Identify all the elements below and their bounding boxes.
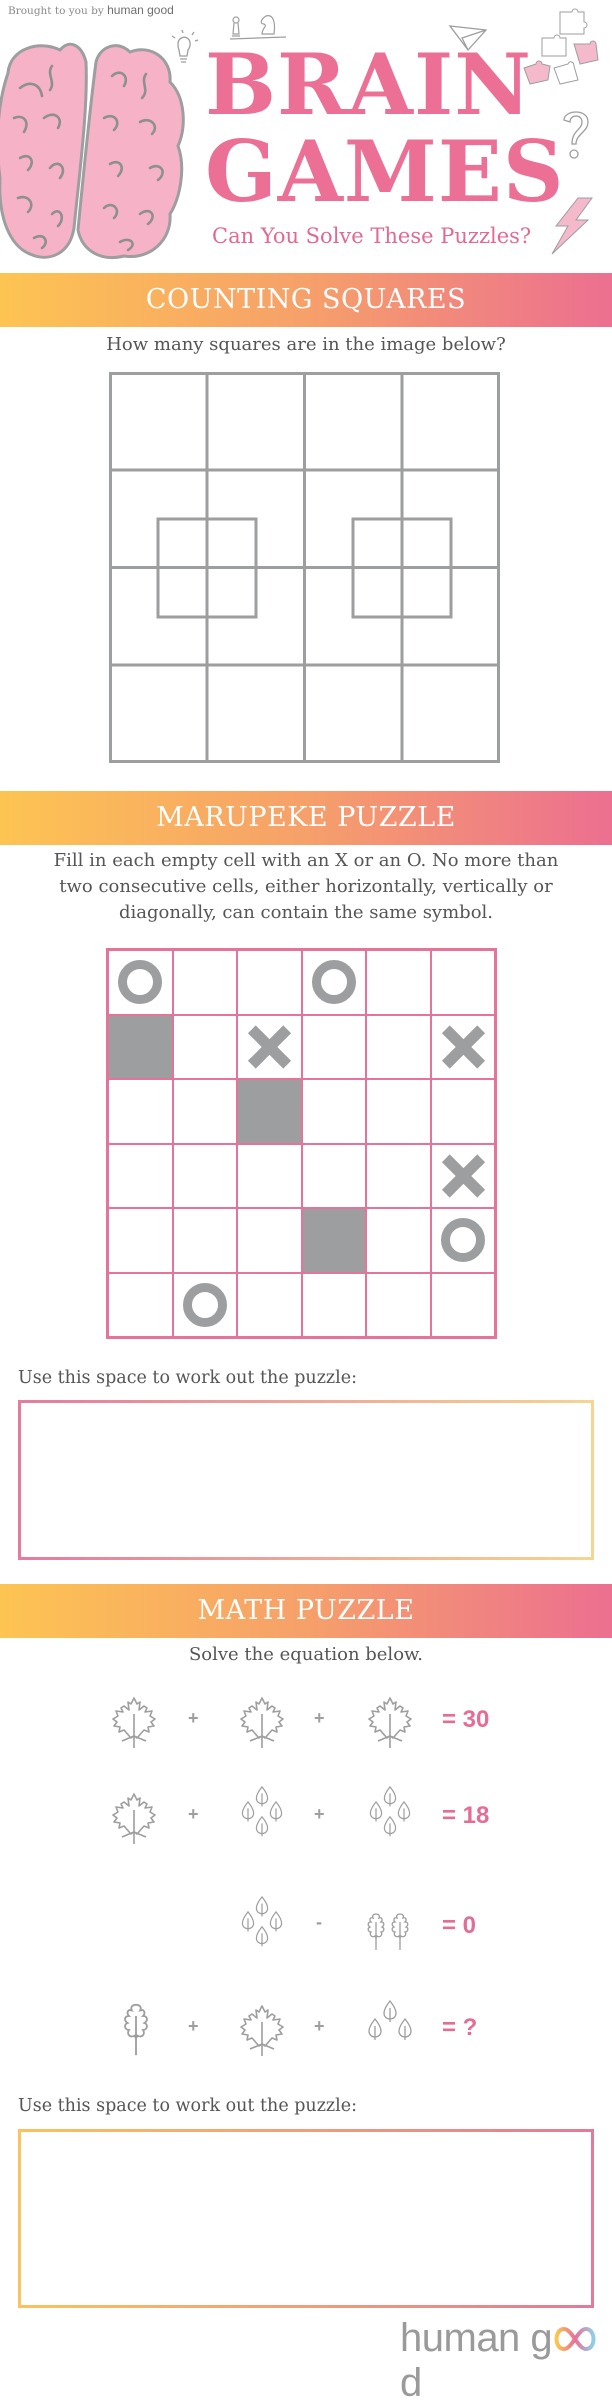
page-title-line1: BRAIN [205,35,533,134]
marupeke-cell[interactable] [237,1208,302,1273]
marupeke-cell[interactable] [237,1273,302,1338]
minus-operator: - [316,1912,322,1932]
plus-operator: + [188,1804,199,1824]
cross-x-icon [441,1025,485,1069]
brought-by-brand: human good [107,3,174,17]
lightbulb-icon [168,28,204,68]
four-leaves-icon [236,1896,288,1952]
marupeke-cell [302,950,367,1015]
math-puzzle-prompt: Solve the equation below. [188,1644,424,1665]
marupeke-cell[interactable] [108,1273,173,1338]
marupeke-cell [431,1144,496,1209]
page-title-line2: GAMES [205,122,565,221]
math-workspace-label: Use this space to work out the puzzle: [18,2096,357,2116]
oak-leaf-icon [110,2002,162,2058]
marupeke-cell[interactable] [173,1208,238,1273]
marupeke-cell[interactable] [366,1015,431,1080]
marupeke-cell[interactable] [108,1208,173,1273]
marupeke-cell[interactable] [173,950,238,1015]
three-leaves-icon [364,2000,416,2056]
marupeke-cell[interactable] [108,1079,173,1144]
infinity-logo-icon [552,2318,598,2346]
marupeke-cell [237,1015,302,1080]
marupeke-workspace-label: Use this space to work out the puzzle: [18,1368,357,1388]
marupeke-cell[interactable] [173,1144,238,1209]
equation-row [100,1896,520,1956]
marupeke-prompt-line: Fill in each empty cell with an X or an O. No more than [53,850,559,871]
marupeke-cell[interactable] [173,1015,238,1080]
circle-o-icon [312,960,356,1004]
equation-result: = 30 [442,1706,490,1733]
marupeke-cell [173,1273,238,1338]
marupeke-cell [431,1208,496,1273]
marupeke-cell[interactable] [302,1079,367,1144]
marupeke-cell[interactable] [366,950,431,1015]
maple-leaf-icon [236,1694,288,1750]
marupeke-cell-shaded [237,1079,302,1144]
logo-text: human g [400,2316,553,2360]
brain-illustration-icon [0,18,190,268]
brought-by-prefix: Brought to you by [8,5,104,17]
section-heading-math-puzzle: MATH PUZZLE [0,1584,612,1638]
circle-o-icon [183,1283,227,1327]
circle-o-icon [118,960,162,1004]
two-oak-leaves-icon [362,1906,414,1962]
equation-row [100,1786,520,1846]
four-leaves-icon [364,1786,416,1842]
brought-by-text [8,3,174,17]
marupeke-cell[interactable] [108,1144,173,1209]
equation-result: = 18 [442,1802,490,1829]
marupeke-cell[interactable] [302,1015,367,1080]
plus-operator: + [314,2016,325,2036]
marupeke-prompt-line: diagonally, can contain the same symbol. [118,902,494,923]
marupeke-cell[interactable] [366,1079,431,1144]
marupeke-cell-shaded [108,1015,173,1080]
marupeke-cell [431,1015,496,1080]
plus-operator: + [188,2016,199,2036]
plus-operator: + [314,1804,325,1824]
marupeke-cell[interactable] [302,1273,367,1338]
counting-squares-prompt: How many squares are in the image below? [106,334,506,355]
maple-leaf-icon [108,1790,160,1846]
marupeke-cell[interactable] [302,1144,367,1209]
marupeke-cell[interactable] [431,1273,496,1338]
four-leaves-icon [236,1786,288,1842]
math-workspace-box[interactable] [18,2129,594,2308]
circle-o-icon [441,1218,485,1262]
marupeke-cell[interactable] [431,950,496,1015]
logo-text: d [400,2361,422,2405]
section-heading-marupeke: MARUPEKE PUZZLE [0,791,612,845]
marupeke-workspace-box[interactable] [18,1400,594,1560]
maple-leaf-icon [236,2002,288,2058]
marupeke-cell[interactable] [237,950,302,1015]
marupeke-grid [106,948,497,1339]
equation-result: = ? [442,2014,478,2041]
marupeke-cell[interactable] [431,1079,496,1144]
marupeke-cell[interactable] [366,1273,431,1338]
maple-leaf-icon [108,1694,160,1750]
marupeke-prompt [0,848,612,926]
counting-squares-figure [109,372,500,763]
equation-row [100,1998,520,2058]
plus-operator: + [314,1708,325,1728]
marupeke-cell [108,950,173,1015]
page-subtitle: Can You Solve These Puzzles? [212,224,532,248]
marupeke-cell[interactable] [366,1144,431,1209]
marupeke-prompt-line: two consecutive cells, either horizontally, vertically or [59,876,553,897]
marupeke-cell-shaded [302,1208,367,1273]
marupeke-cell[interactable] [237,1144,302,1209]
human-good-logo [400,2316,612,2406]
plus-operator: + [188,1708,199,1728]
cross-x-icon [441,1154,485,1198]
section-heading-counting-squares: COUNTING SQUARES [0,273,612,327]
equation-result: = 0 [442,1912,477,1939]
cross-x-icon [247,1025,291,1069]
marupeke-cell[interactable] [366,1208,431,1273]
marupeke-cell[interactable] [173,1079,238,1144]
maple-leaf-icon [364,1694,416,1750]
equation-row [100,1690,520,1750]
